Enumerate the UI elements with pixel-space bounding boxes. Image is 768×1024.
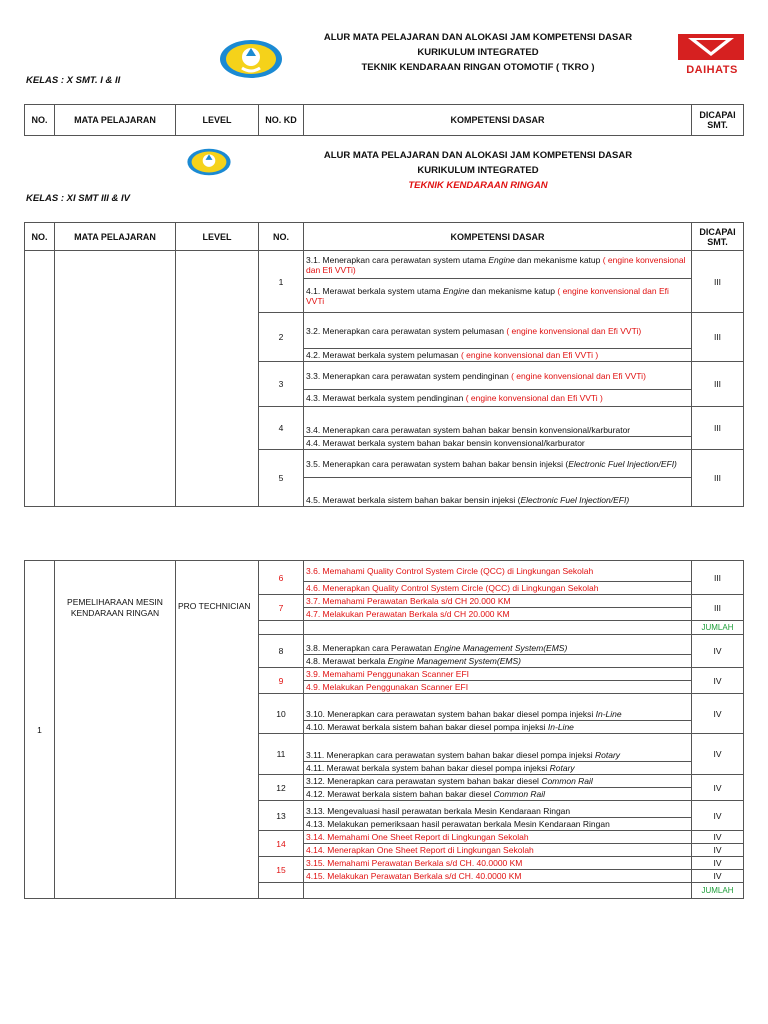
kd-4: 4.7. Melakukan Perawatan Berkala s/d CH 20.000 KM <box>304 608 692 621</box>
smt-cell: IV <box>692 831 744 844</box>
page-title-line-1: ALUR MATA PELAJARAN DAN ALOKASI JAM KOMPETENSI DASAR <box>323 32 633 43</box>
kd-3: 3.12. Menerapkan cara perawatan system bahan bakar diesel Common Rail <box>304 775 692 788</box>
kd-4: 4.3. Merawat berkala system pendinginan ( engine konvensional dan Efi VVTi ) <box>304 390 692 407</box>
smt-cell: IV <box>692 734 744 775</box>
kd-3: 3.13. Mengevaluasi hasil perawatan berkala Mesin Kendaraan Ringan <box>304 801 692 818</box>
page-title-line-3: TEKNIK KENDARAAN RINGAN OTOMOTIF ( TKRO ) <box>361 62 595 73</box>
col-level: LEVEL <box>176 223 259 251</box>
kd-number: 6 <box>259 561 304 595</box>
no-cell: 1 <box>25 561 55 899</box>
kd-4: 4.2. Merawat berkala system pelumasan ( engine konvensional dan Efi VVTi ) <box>304 349 692 362</box>
kd-4: 4.1. Merawat berkala system utama Engine dan mekanisme katup ( engine konvensional dan Efi VVTi <box>304 279 692 313</box>
kd-4: 4.8. Merawat berkala Engine Management System(EMS) <box>304 655 692 668</box>
smt-cell: IV <box>692 668 744 694</box>
kelas-label-1: KELAS : X SMT. I & II <box>26 75 121 86</box>
jumlah-label: JUMLAH <box>692 883 744 899</box>
kd-4: 4.12. Merawat berkala sistem bahan bakar diesel Common Rail <box>304 788 692 801</box>
kd-3: 3.7. Memahami Perawatan Berkala s/d CH 20.000 KM <box>304 595 692 608</box>
kd-number: 15 <box>259 857 304 883</box>
section-title-line-2: KURIKULUM INTEGRATED <box>417 165 539 176</box>
kd-3: 3.11. Menerapkan cara perawatan system bahan bakar diesel pompa injeksi Rotary <box>304 734 692 762</box>
kd-number: 10 <box>259 694 304 734</box>
smt-cell: IV <box>692 775 744 801</box>
kd-3: 3.3. Menerapkan cara perawatan system pendinginan ( engine konvensional dan Efi VVTi) <box>304 362 692 390</box>
kd-table-smt3 <box>24 222 744 507</box>
kd-3: 3.14. Memahami One Sheet Report di Lingkungan Sekolah <box>304 831 692 844</box>
kd-number: 5 <box>259 450 304 507</box>
smt-cell: IV <box>692 844 744 857</box>
jumlah-label: JUMLAH <box>692 621 744 635</box>
kd-4: 4.4. Merawat berkala system bahan bakar bensin konvensional/karburator <box>304 437 692 450</box>
mapel-cell <box>55 251 176 507</box>
kd-3: 3.1. Menerapkan cara perawatan system utama Engine dan mekanisme katup ( engine konvensional dan Efi VVTi) <box>304 251 692 279</box>
col-smt: DICAPAI SMT. <box>692 223 744 251</box>
kd-3: 3.6. Memahami Quality Control System Circle (QCC) di Lingkungan Sekolah <box>304 561 692 582</box>
kd-4: 4.15. Melakukan Perawatan Berkala s/d CH. 40.0000 KM <box>304 870 692 883</box>
smt-cell: III <box>692 407 744 450</box>
kd-number: 14 <box>259 831 304 857</box>
col-smt: DICAPAI SMT. <box>692 105 744 136</box>
table-row <box>25 561 744 582</box>
kd-4: 4.9. Melakukan Penggunakan Scanner EFI <box>304 681 692 694</box>
col-no: NO. <box>25 223 55 251</box>
col-kompetensi: KOMPETENSI DASAR <box>304 223 692 251</box>
smt-cell: III <box>692 362 744 407</box>
kd-3: 3.10. Menerapkan cara perawatan system bahan bakar diesel pompa injeksi In-Line <box>304 694 692 721</box>
smt-cell: IV <box>692 801 744 831</box>
page-title-line-2: KURIKULUM INTEGRATED <box>417 47 539 58</box>
smt-cell: III <box>692 251 744 313</box>
kd-number: 3 <box>259 362 304 407</box>
col-mapel: MATA PELAJARAN <box>55 223 176 251</box>
brand-text: DAIHATS <box>686 64 738 76</box>
header-table-1 <box>24 104 744 136</box>
smt-cell: III <box>692 313 744 362</box>
kd-4: 4.13. Melakukan pemeriksaan hasil perawatan berkala Mesin Kendaraan Ringan <box>304 818 692 831</box>
kd-number: 13 <box>259 801 304 831</box>
kd-4: 4.14. Menerapkan One Sheet Report di Lingkungan Sekolah <box>304 844 692 857</box>
kd-4: 4.6. Menerapkan Quality Control System Circle (QCC) di Lingkungan Sekolah <box>304 582 692 595</box>
kd-number: 4 <box>259 407 304 450</box>
kd-number: 11 <box>259 734 304 775</box>
col-nokd: NO. <box>259 223 304 251</box>
no-cell <box>25 251 55 507</box>
kd-number: 1 <box>259 251 304 313</box>
kd-3: 3.2. Menerapkan cara perawatan system pelumasan ( engine konvensional dan Efi VVTi) <box>304 313 692 349</box>
col-mapel: MATA PELAJARAN <box>55 105 176 136</box>
kd-3: 3.5. Menerapkan cara perawatan system bahan bakar bensin injeksi (Electronic Fuel Injection/EFI) <box>304 450 692 478</box>
smt-cell: III <box>692 450 744 507</box>
kelas-label-2: KELAS : XI SMT III & IV <box>26 193 130 204</box>
kd-4: 4.10. Merawat berkala sistem bahan bakar diesel pompa injeksi In-Line <box>304 721 692 734</box>
smt-cell: III <box>692 561 744 595</box>
kd-number: 2 <box>259 313 304 362</box>
level-cell <box>176 251 259 507</box>
kd-3: 3.15. Memahami Perawatan Berkala s/d CH. 40.0000 KM <box>304 857 692 870</box>
kd-number: 12 <box>259 775 304 801</box>
smt-cell: IV <box>692 870 744 883</box>
level-cell: PRO TECHNICIAN <box>176 561 259 899</box>
kd-4: 4.11. Merawat berkala system bahan bakar diesel pompa injeksi Rotary <box>304 762 692 775</box>
kd-3: 3.4. Menerapkan cara perawatan system bahan bakar bensin konvensional/karburator <box>304 407 692 437</box>
smt-cell: III <box>692 595 744 621</box>
col-no: NO. <box>25 105 55 136</box>
col-level: LEVEL <box>176 105 259 136</box>
section-subtitle: TEKNIK KENDARAAN RINGAN <box>408 180 548 191</box>
table-row <box>25 251 744 279</box>
smt-cell: IV <box>692 635 744 668</box>
daihatsu-logo <box>676 32 746 78</box>
kd-table-smt4 <box>24 560 744 899</box>
mapel-cell: PEMELIHARAAN MESIN KENDARAAN RINGAN <box>55 561 176 899</box>
logo-tut-wuri-2 <box>186 146 232 178</box>
kd-number: 8 <box>259 635 304 668</box>
kd-3: 3.8. Menerapkan cara Perawatan Engine Management System(EMS) <box>304 635 692 655</box>
col-nokd: NO. KD <box>259 105 304 136</box>
section-title-line-1: ALUR MATA PELAJARAN DAN ALOKASI JAM KOMPETENSI DASAR <box>323 150 633 161</box>
col-kompetensi: KOMPETENSI DASAR <box>304 105 692 136</box>
kd-3: 3.9. Memahami Penggunakan Scanner EFI <box>304 668 692 681</box>
smt-cell: IV <box>692 694 744 734</box>
smt-cell: IV <box>692 857 744 870</box>
logo-tut-wuri <box>218 38 284 80</box>
kd-number: 7 <box>259 595 304 621</box>
kd-number: 9 <box>259 668 304 694</box>
kd-4: 4.5. Merawat berkala sistem bahan bakar bensin injeksi (Electronic Fuel Injection/EFI) <box>304 478 692 507</box>
